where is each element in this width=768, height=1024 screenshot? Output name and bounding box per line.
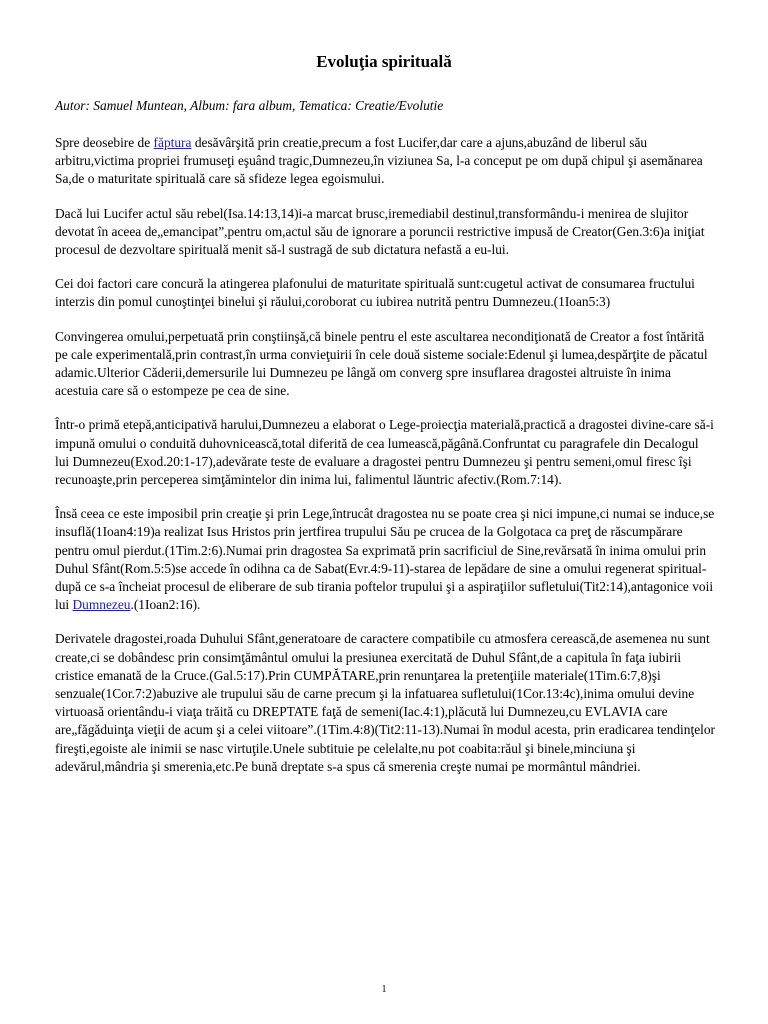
paragraph-5: Într-o primă etepă,anticipativă harului,Dumnezeu a elaborat o Lege-proiecţia materială,practică a dragostei divine-care să-i impună omului o conduită duhovnicească,total diferită de cea lumească,păgână.Confruntat cu paragrafele din Decalogul lui Dumnezeu(Exod.20:1-17),adevărate teste de evaluare a dragostei pentru Dumnezeu şi pentru semeni,omul firesc îşi recunoaşte,prin perceperea simţămintelor din inima lui, falimentul lăuntric afectiv.(Rom.7:14). <box>55 417 714 488</box>
paragraph-2: Dacă lui Lucifer actul său rebel(Isa.14:13,14)i-a marcat brusc,iremediabil destinul,transformându-i menirea de slujitor devotat în aceea de„emancipat”,pentru om,actul său de ignorare a poruncii restrictive impusă de Creator(Gen.3:6)a iniţiat procesul de dezvoltare spirituală menit să-l sustragă de sub dictatura nefastă a eu-lui. <box>55 205 705 258</box>
document-title: Evoluţia spirituală <box>316 52 452 71</box>
paragraph-7: Derivatele dragostei,roada Duhului Sfânt,generatoare de caractere compatibile cu atmosfera cerească,de asemenea nu sunt create,ci se dobândesc prin consimţământul omului la presiunea exercitată de Duhul Sfânt,de a capitula în faţa iubirii cristice emanată de la Cruce.(Gal.5:17).Prin CUMPĂTARE,prin renunţarea la pretenţiile materiale(1Tim.6:7,8)şi senzuale(1Cor.7:2)abuzive ale trupului său de carne precum şi la infatuarea sufletului(1Cor.13:4c),inima omului devine virtuoasă orientându-i viaţa trăită cu DREPTATE faţă de semeni(Iac.4:1),plăcută lui Dumnezeu,cu EVLAVIA care are„făgăduinţa vieţii de acum şi a celei viitoare”.(1Tim.4:8)(Tit2:11-13).Numai în modul acesta, prin eradicarea tendinţelor fireşti,egoiste ale inimii se nasc virtuţile.Unele subtituie pe celelalte,nu pot coabita:răul şi binele,minciuna şi adevărul,mândria şi smerenia,etc.Pe bună dreptate s-a spus că smerenia creşte numai pe mormântul mândriei. <box>55 631 716 774</box>
dumnezeu-link[interactable]: Dumnezeu <box>72 597 131 613</box>
document-body <box>55 134 715 792</box>
page-number: 1 <box>381 984 387 995</box>
paragraph-6-text-before: Însă ceea ce este imposibil prin creaţie şi prin Lege,întrucât dragostea nu se poate crea şi nici impune,ci numai se induce,se insuflă(1Ioan4:19)a realizat Isus Hristos prin jertfirea trupului Său pe crucea de la Golgotaca ca preţ de răscumpărare pentru omul pierdut.(1Tim.2:6).Numai prin dragostea Sa exprimată prin sacrificiul de Sine,revărsată în inima omului prin Duhul Sfânt(Rom.5:5)se accede în odihna ca de Sabat(Evr.4:9-11)-starea de lepădare de sine a omului regenerat spiritual-după ce s-a încheiat procesul de eliberare de sub tirania poftelor trupului şi a aspiraţiilor sufletului(Tit2:14),antagonice voii lui <box>55 506 715 613</box>
paragraph-6-text-after: .(1Ioan2:16). <box>130 597 201 613</box>
paragraph-1-text-before: Spre deosebire de <box>55 135 154 150</box>
paragraph-6 <box>55 505 715 614</box>
paragraph-4: Convingerea omului,perpetuată prin conştiinşă,că binele pentru el este ascultarea necondiţionată de Creator a fost întărită pe cale experimentală,prin contrast,în urma convieţuirii în cele două sisteme sociale:Edenul şi lumea,despărţite de păcatul adamic.Ulterior Căderii,demersurile lui Dumnezeu pe lângă om converg spre insuflarea dragostei altruiste în inima acestuia care să o estompeze pe cea de sine. <box>55 328 708 399</box>
paragraph-1 <box>55 134 715 189</box>
paragraph-1-text-after: desăvârşită prin creatie,precum a fost Lucifer,dar care a ajuns,abuzând de liberul său arbitru,victima propriei frumuseţi eşuând tragic,Dumnezeu,în viziunea Sa, l-a conceput pe om după chipul şi asemănarea Sa,de o maturitate spirituală care să sfideze legea egoismului. <box>55 135 703 187</box>
paragraph-3: Cei doi factori care concură la atingerea plafonului de maturitate spirituală sunt:cugetul activat de consumarea fructului interzis din pomul cunoştinţei binelui şi răului,coroborat cu iubirea nutrită pentru Dumnezeu.(1Ioan5:3) <box>55 276 695 310</box>
faptura-link[interactable]: făptura <box>153 135 192 150</box>
author-line: Autor: Samuel Muntean, Album: fara album, Tematica: Creatie/Evolutie <box>55 98 444 113</box>
